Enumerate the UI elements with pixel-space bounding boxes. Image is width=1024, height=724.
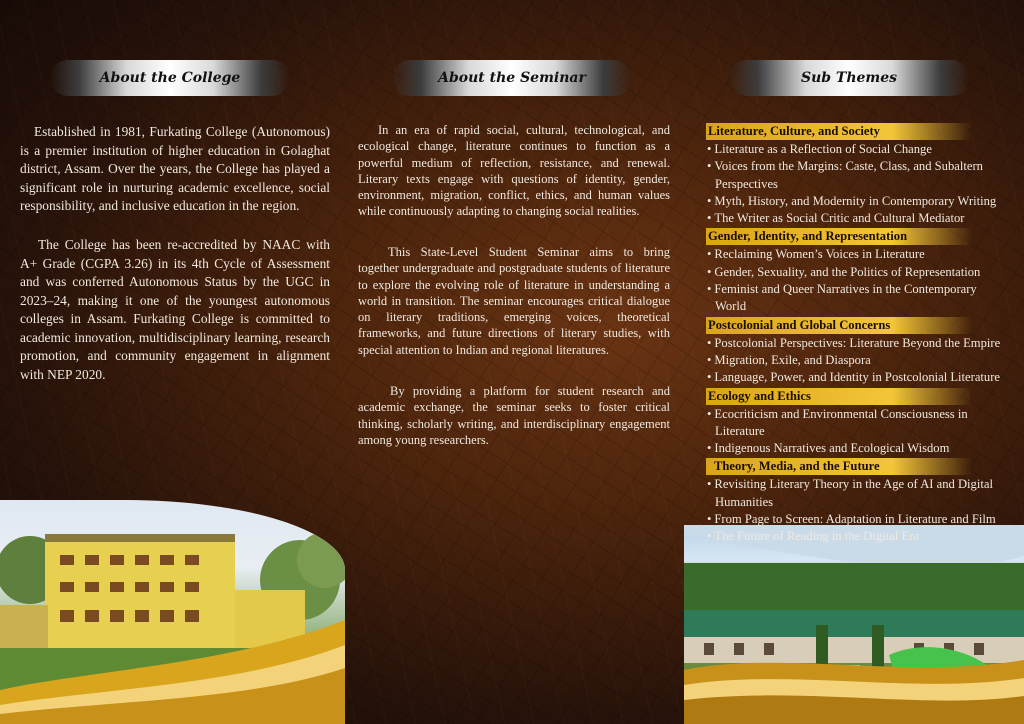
theme-heading: Gender, Identity, and Representation <box>706 228 972 245</box>
sub-themes-title: Sub Themes <box>800 70 898 86</box>
theme-item: • Postcolonial Perspectives: Literature Beyond the Empire <box>706 335 1006 352</box>
about-college-paragraph-2: The College has been re-accredited by NAAC with A+ Grade (CGPA 3.26) in its 4th Cycle of Assessment and was conferred Autonomous Status by the UGC in 2023–24, making it one of the youngest autonomous colleges in Assam. Furkating College is committed to academic innovation, multidisciplinary learning, research promotion, and community engagement in alignment with NEP 2020. <box>20 237 330 382</box>
theme-items <box>706 141 1006 227</box>
theme-item: • Revisiting Literary Theory in the Age of AI and Digital Humanities <box>706 476 1006 511</box>
theme-items <box>706 246 1006 315</box>
theme-items <box>706 335 1006 387</box>
about-college-title: About the College <box>99 70 241 86</box>
theme-heading: Literature, Culture, and Society <box>706 123 972 140</box>
about-seminar-panel <box>342 0 684 724</box>
college-building-photo <box>0 500 345 724</box>
theme-items <box>706 406 1006 458</box>
theme-item: • Reclaiming Women’s Voices in Literature <box>706 246 1006 263</box>
gold-swoop-decoration <box>684 640 1024 724</box>
theme-item: • Ecocriticism and Environmental Consciousness in Literature <box>706 406 1006 441</box>
theme-item: • From Page to Screen: Adaptation in Literature and Film <box>706 511 1006 528</box>
theme-item: • Indigenous Narratives and Ecological Wisdom <box>706 440 1006 457</box>
theme-item: • Myth, History, and Modernity in Contemporary Writing <box>706 193 1006 210</box>
sub-themes-panel <box>684 0 1024 724</box>
about-seminar-paragraph-2: This State-Level Student Seminar aims to bring together undergraduate and postgraduate students of literature to explore the evolving role of literature in understanding a world in transition. The seminar encourages critical dialogue on literary traditions, emerging voices, theoretical frameworks, and future directions of literary studies, with special attention to Indian and regional literatures. <box>358 245 670 357</box>
theme-heading: Theory, Media, and the Future <box>706 458 972 475</box>
about-seminar-paragraph-1: In an era of rapid social, cultural, technological, and ecological change, literature continues to function as a powerful medium of reflection, resistance, and renewal. Literary texts engage with questions of identity, gender, environment, migration, conflict, ethics, and human values while continuously adapting to changing social realities. <box>358 123 670 219</box>
theme-items <box>706 476 1006 545</box>
theme-item: • Language, Power, and Identity in Postcolonial Literature <box>706 369 1006 386</box>
theme-item: • Migration, Exile, and Diaspora <box>706 352 1006 369</box>
theme-item: • The Future of Reading in the Digital Era <box>706 528 1006 545</box>
about-seminar-banner <box>392 60 632 96</box>
theme-item: • Gender, Sexuality, and the Politics of Representation <box>706 264 1006 281</box>
about-college-panel <box>0 0 342 724</box>
theme-heading: Postcolonial and Global Concerns <box>706 317 972 334</box>
theme-item: • Voices from the Margins: Caste, Class, and Subaltern Perspectives <box>706 158 1006 193</box>
about-seminar-paragraph-3: By providing a platform for student research and academic exchange, the seminar seeks to foster critical thinking, scholarly writing, and interdisciplinary engagement among young researchers. <box>358 384 670 447</box>
about-college-banner <box>50 60 290 96</box>
college-building-illustration <box>0 500 345 724</box>
sub-themes-banner <box>729 60 969 96</box>
theme-item: • Feminist and Queer Narratives in the Contemporary World <box>706 281 1006 316</box>
about-seminar-title: About the Seminar <box>438 70 586 86</box>
about-college-paragraph-1: Established in 1981, Furkating College (Autonomous) is a premier institution of higher education in Golaghat district, Assam. Over the years, the College has played a significant role in nurturing academic excellence, social responsibility, and inclusive education in the region. <box>20 124 330 213</box>
sub-themes-list <box>706 122 1006 547</box>
theme-heading: Ecology and Ethics <box>706 388 972 405</box>
theme-item: • Literature as a Reflection of Social Change <box>706 141 1006 158</box>
theme-item: • The Writer as Social Critic and Cultural Mediator <box>706 210 1006 227</box>
